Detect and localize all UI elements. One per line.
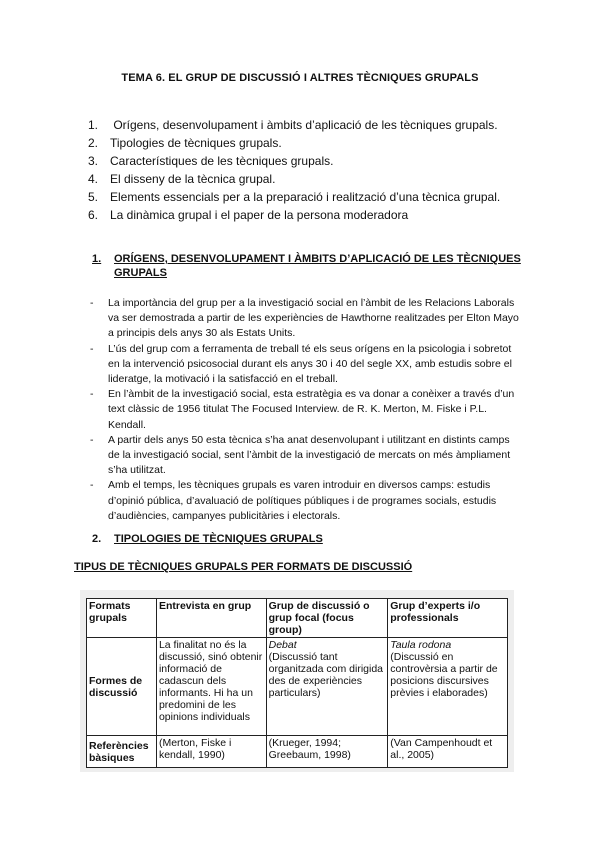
document-title: TEMA 6. EL GRUP DE DISCUSSIÓ I ALTRES TÈCNIQUES GRUPALS	[121, 72, 479, 84]
table-row	[87, 638, 508, 736]
table-cell: La finalitat no és la discussió, sinó obtenir informació de cadascun dels informants. Hi ha un predomini de les opinions individuals	[156, 638, 266, 736]
row-label: Referències bàsiques	[87, 736, 157, 768]
toc-item	[88, 188, 548, 206]
cell-title: Debat	[268, 639, 297, 651]
cell-text: (Discussió tant organitzada com dirigida des de experiències particulars)	[268, 651, 384, 699]
table-cell	[388, 638, 508, 736]
section-title: TIPOLOGIES DE TÈCNIQUES GRUPALS	[114, 533, 323, 545]
table-cell: (Merton, Fiske i kendall, 1990)	[156, 736, 266, 768]
toc-number: 5.	[88, 190, 99, 204]
toc-item	[88, 152, 548, 170]
toc-number: 4.	[88, 172, 99, 186]
section-title: ORÍGENS, DESENVOLUPAMENT I ÀMBITS D’APLICACIÓ DE LES TÈCNIQUES GRUPALS	[114, 253, 521, 279]
section-1-bullets	[90, 296, 522, 524]
toc-number: 2.	[88, 136, 99, 150]
table-header-cell: Entrevista en grup	[156, 599, 266, 638]
toc-number: 3.	[88, 154, 99, 168]
table-header-row	[87, 599, 508, 638]
toc-number: 1.	[88, 118, 99, 132]
section-number: 1.	[92, 253, 102, 265]
table-image-frame	[80, 590, 514, 772]
toc-text: El disseny de la tècnica grupal.	[110, 172, 276, 186]
techniques-table	[86, 598, 508, 768]
table-row	[87, 736, 508, 768]
table-header-cell: Grup de discussió o grup focal (focus group)	[266, 599, 388, 638]
toc-number: 6.	[88, 208, 99, 222]
section-1-heading	[92, 252, 522, 280]
toc-item	[88, 206, 548, 224]
toc-item	[88, 170, 548, 188]
cell-title: Taula rodona	[390, 639, 452, 651]
toc-text: Característiques de les tècniques grupals.	[110, 154, 334, 168]
toc-item	[88, 134, 548, 152]
bullet-item: - L’ús del grup com a ferramenta de treball té els seus orígens en la psicologia i sobretot en la intervenció psicosocial durant els anys 30 i 40 del segle XX, amb estudis sobre el lideratge, la motivació i la satisfacció en el treball.	[90, 342, 522, 388]
bullet-item: - La importància del grup per a la investigació social en l’àmbit de les Relacions Laborals va ser demostrada a partir de les experiències de Hawthorne realitzades per Elton Mayo a principis dels anys 30 als Estats Units.	[90, 296, 522, 342]
cell-text: (Discussió en controvèrsia a partir de posicions discursives prèvies i elaborades)	[390, 651, 498, 699]
table-of-contents	[88, 116, 548, 224]
section-number: 2.	[92, 533, 102, 545]
toc-text: Tipologies de tècniques grupals.	[110, 136, 282, 150]
section-2-heading	[92, 532, 323, 546]
toc-item	[88, 116, 548, 134]
toc-text: La dinàmica grupal i el paper de la persona moderadora	[110, 208, 409, 222]
row-label: Formes de discussió	[87, 638, 157, 736]
table-cell: (Krueger, 1994; Greebaum, 1998)	[266, 736, 388, 768]
table-cell: (Van Campenhoudt et al., 2005)	[388, 736, 508, 768]
table-title: TIPUS DE TÈCNIQUES GRUPALS PER FORMATS DE DISCUSSIÓ	[74, 561, 413, 573]
bullet-item: - Amb el temps, les tècniques grupals es varen introduir en diversos camps: estudis d’opinió pública, d’avaluació de polítiques públiques i de programes socials, estudis d’audiències, campanyes publicitàries i electorals.	[90, 478, 522, 524]
bullet-item: - En l’àmbit de la investigació social, esta estratègia es va donar a conèixer a través d’un text clàssic de 1956 titulat The Focused Interview. de R. K. Merton, M. Fiske i P.L. Kendall.	[90, 387, 522, 433]
bullet-item: - A partir dels anys 50 esta tècnica s’ha anat desenvolupant i utilitzant en distints camps de la investigació social, sent l’àmbit de la investigació de mercats on més àmpliament s’ha utilitzat.	[90, 433, 522, 479]
table-header-cell: Grup d’experts i/o professionals	[388, 599, 508, 638]
table-header-cell: Formats grupals	[87, 599, 157, 638]
toc-text: Elements essencials per a la preparació i realització d’una tècnica grupal.	[110, 190, 501, 204]
table-cell	[266, 638, 388, 736]
toc-text: Orígens, desenvolupament i àmbits d’aplicació de les tècniques grupals.	[110, 118, 498, 132]
